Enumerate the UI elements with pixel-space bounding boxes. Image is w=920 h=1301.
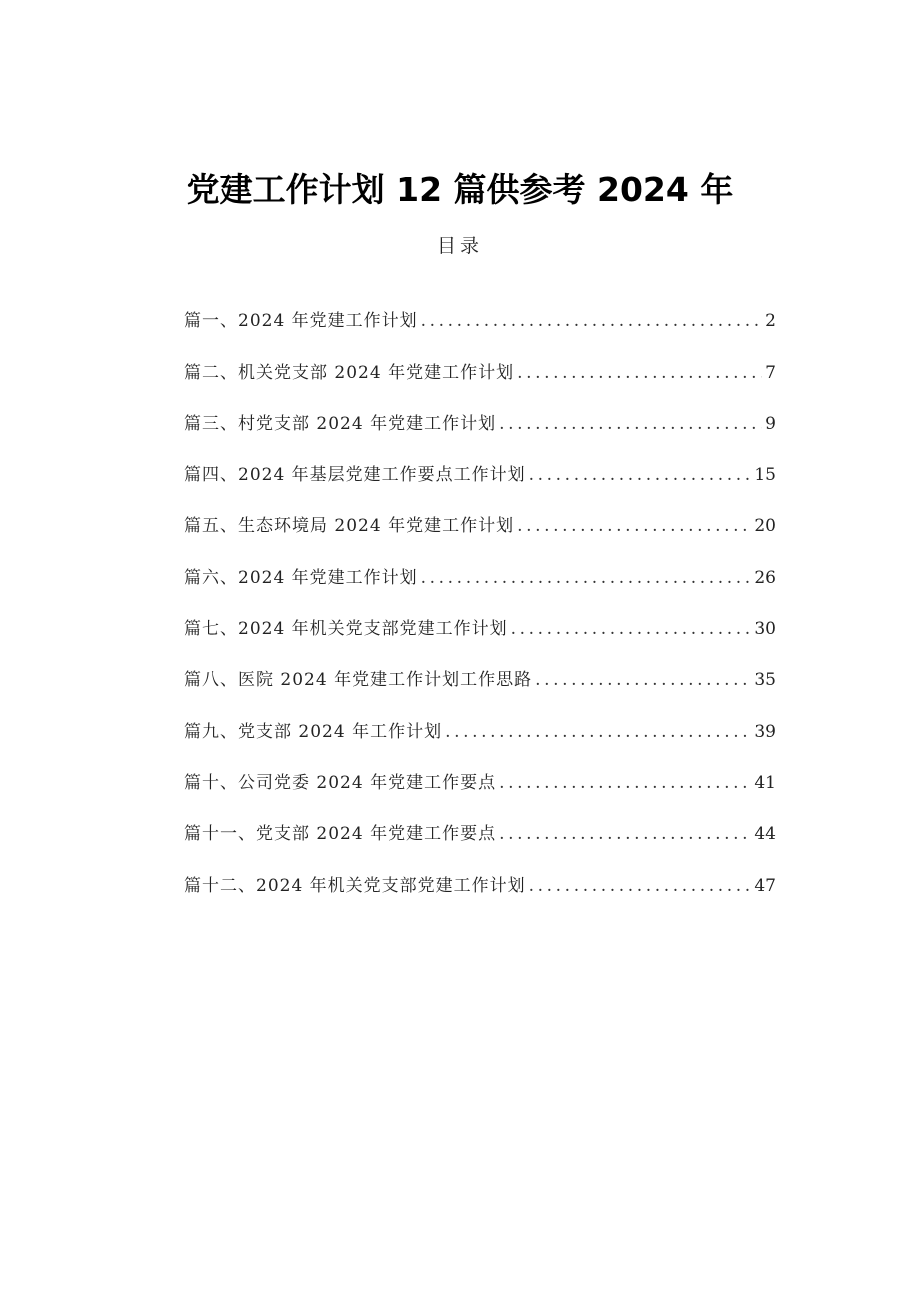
toc-entry-label: 篇六、2024 年党建工作计划 [184, 567, 418, 588]
toc-entry-label: 篇三、村党支部 2024 年党建工作计划 [184, 413, 497, 434]
toc-entry-label: 篇十一、党支部 2024 年党建工作要点 [184, 824, 497, 845]
toc-dot-leader [529, 461, 752, 489]
toc-entry[interactable] [184, 387, 776, 438]
toc-dot-leader [421, 307, 763, 335]
toc-entry[interactable] [184, 848, 776, 899]
toc-page-number: 15 [754, 465, 776, 486]
toc-dot-leader [499, 410, 762, 438]
toc-page-number: 7 [765, 362, 776, 383]
toc-page-number: 44 [754, 824, 776, 845]
toc-dot-leader [517, 512, 751, 540]
toc-dot-leader [445, 718, 751, 746]
toc-entry-label: 篇四、2024 年基层党建工作要点工作计划 [184, 465, 526, 486]
toc-dot-leader [499, 769, 751, 797]
toc-entry-label: 篇十、公司党委 2024 年党建工作要点 [184, 772, 497, 793]
toc-entry[interactable] [184, 284, 776, 335]
toc-dot-leader [421, 564, 752, 592]
toc-page-number: 20 [754, 516, 776, 537]
toc-dot-leader [535, 666, 751, 694]
toc-entry[interactable] [184, 643, 776, 694]
toc-entry-label: 篇二、机关党支部 2024 年党建工作计划 [184, 362, 515, 383]
toc-entry-label: 篇七、2024 年机关党支部党建工作计划 [184, 619, 508, 640]
toc-page-number: 26 [754, 567, 776, 588]
table-of-contents [184, 284, 776, 900]
toc-page-number: 9 [765, 413, 776, 434]
toc-dot-leader [529, 872, 752, 900]
toc-entry[interactable] [184, 335, 776, 386]
toc-page-number: 41 [754, 772, 776, 793]
toc-entry-label: 篇十二、2024 年机关党支部党建工作计划 [184, 875, 526, 896]
toc-entry-label: 篇八、医院 2024 年党建工作计划工作思路 [184, 670, 533, 691]
toc-page-number: 47 [754, 875, 776, 896]
toc-page-number: 2 [765, 311, 776, 332]
toc-entry[interactable] [184, 797, 776, 848]
toc-page-number: 39 [754, 721, 776, 742]
toc-entry[interactable] [184, 540, 776, 591]
toc-page-number: 30 [754, 619, 776, 640]
toc-entry[interactable] [184, 438, 776, 489]
toc-page-number: 35 [754, 670, 776, 691]
toc-entry[interactable] [184, 746, 776, 797]
toc-dot-leader [499, 820, 751, 848]
toc-entry-label: 篇五、生态环境局 2024 年党建工作计划 [184, 516, 515, 537]
toc-entry[interactable] [184, 592, 776, 643]
toc-entry[interactable] [184, 694, 776, 745]
toc-entry[interactable] [184, 489, 776, 540]
toc-dot-leader [511, 615, 752, 643]
toc-dot-leader [517, 359, 762, 387]
toc-entry-label: 篇九、党支部 2024 年工作计划 [184, 721, 443, 742]
document-title: 党建工作计划 12 篇供参考 2024 年 [186, 170, 734, 210]
toc-entry-label: 篇一、2024 年党建工作计划 [184, 311, 418, 332]
toc-heading: 目录 [436, 235, 483, 257]
